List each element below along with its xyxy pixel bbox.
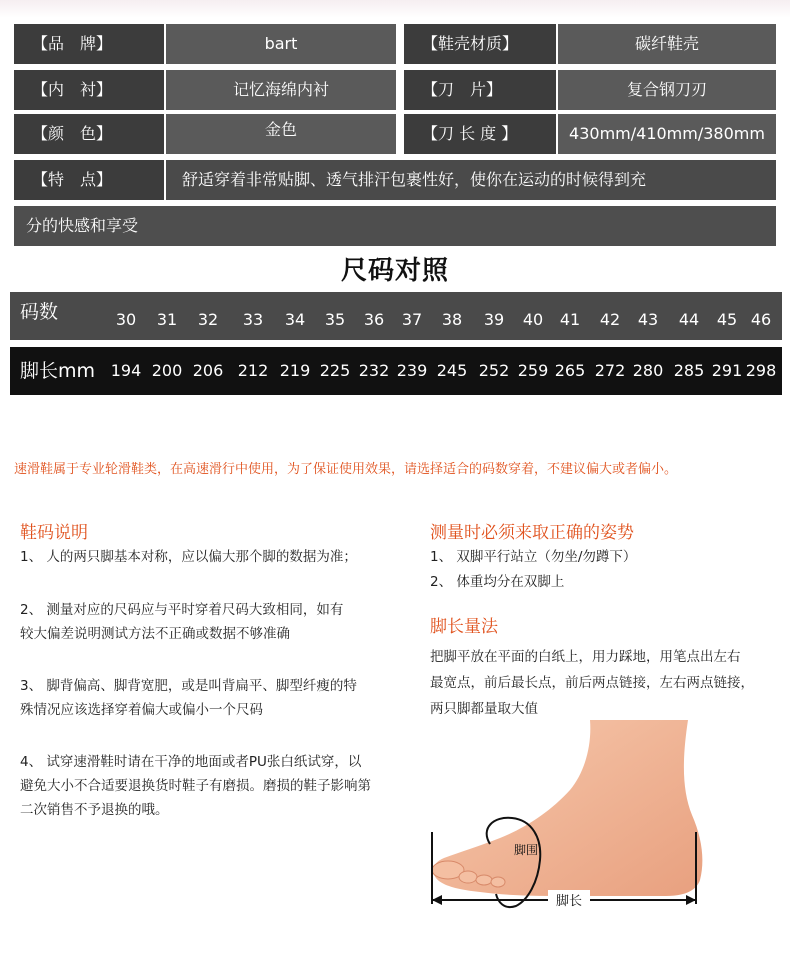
foot-length-row-label: 脚长mm	[20, 360, 96, 382]
size-value: 37	[401, 310, 423, 329]
size-value: 45	[716, 310, 738, 329]
length-arrow-right	[686, 895, 696, 905]
size-value: 30	[115, 310, 137, 329]
size-value: 43	[637, 310, 659, 329]
foot-length-value: 280	[632, 361, 664, 380]
blade-label: 【刀 片】	[404, 70, 556, 110]
foot-length-label: 脚长	[555, 894, 583, 909]
foot-length-value: 239	[396, 361, 428, 380]
shell-material-label: 【鞋壳材质】	[404, 24, 556, 64]
foot-shape	[433, 720, 702, 896]
foot-length-value: 285	[673, 361, 705, 380]
foot-length-value: 194	[110, 361, 142, 380]
foot-length-value: 232	[358, 361, 390, 380]
size-row-label: 码数	[20, 301, 59, 323]
size-value: 39	[483, 310, 505, 329]
size-value: 35	[324, 310, 346, 329]
foot-length-value: 259	[517, 361, 549, 380]
guide-point-3b: 殊情况应该选择穿着偏大或偏小一个尺码	[20, 702, 263, 718]
toe-2	[459, 871, 477, 883]
size-value: 31	[156, 310, 178, 329]
foot-length-value: 200	[151, 361, 183, 380]
top-fade	[0, 0, 790, 18]
feature-label: 【特 点】	[14, 160, 164, 200]
guide-point-4c: 二次销售不予退换的哦。	[20, 802, 169, 818]
blade-length-label: 【刀 长 度 】	[404, 114, 556, 154]
foot-length-value: 298	[745, 361, 777, 380]
lining-value: 记忆海绵内衬	[166, 70, 396, 110]
size-value: 46	[750, 310, 772, 329]
measure-line-2: 最宽点，前后最长点，前后两点链接，左右两点链接，	[430, 675, 754, 691]
notice-text: 速滑鞋属于专业轮滑鞋类，在高速滑行中使用，为了保证使用效果，请选择适合的码数穿着，不建议偏大或者偏小。	[14, 462, 678, 477]
guide-point-1: 1、 人的两只脚基本对称，应以偏大那个脚的数据为准；	[20, 549, 357, 565]
foot-illustration	[420, 720, 790, 952]
blade-value: 复合钢刀刃	[558, 70, 776, 110]
posture-point-2: 2、 体重均分在双脚上	[430, 574, 565, 590]
shell-material-value: 碳纤鞋壳	[558, 24, 776, 64]
foot-length-value: 225	[319, 361, 351, 380]
feature-value: 舒适穿着非常贴脚、透气排汗包裹性好，使你在运动的时候得到充	[166, 160, 776, 200]
posture-heading: 测量时必须来取正确的姿势	[430, 523, 634, 543]
foot-girth-label: 脚围	[513, 843, 539, 857]
size-value: 38	[441, 310, 463, 329]
measure-line-3: 两只脚都量取大值	[430, 701, 538, 717]
foot-svg	[420, 720, 790, 952]
size-guide-heading: 鞋码说明	[20, 523, 88, 543]
size-value: 42	[599, 310, 621, 329]
foot-length-value: 252	[478, 361, 510, 380]
size-chart-title: 尺码对照	[340, 256, 449, 286]
brand-value: bart	[166, 24, 396, 64]
foot-length-value: 212	[237, 361, 269, 380]
measure-heading: 脚长量法	[430, 617, 498, 637]
guide-point-2b: 较大偏差说明测试方法不正确或数据不够准确	[20, 626, 290, 642]
foot-length-row	[10, 347, 782, 395]
foot-length-value: 265	[554, 361, 586, 380]
foot-length-value: 291	[711, 361, 743, 380]
feature-continued: 分的快感和享受	[14, 206, 776, 246]
foot-length-value: 206	[192, 361, 224, 380]
color-value: 金色	[166, 114, 396, 154]
toe-4	[491, 877, 505, 887]
brand-label: 【品 牌】	[14, 24, 164, 64]
size-value: 33	[242, 310, 264, 329]
length-arrow-left	[432, 895, 442, 905]
size-value: 32	[197, 310, 219, 329]
lining-label: 【内 衬】	[14, 70, 164, 110]
measure-line-1: 把脚平放在平面的白纸上，用力踩地，用笔点出左右	[430, 649, 741, 665]
guide-point-4b: 避免大小不合适要退换货时鞋子有磨损。磨损的鞋子影响第	[20, 778, 371, 794]
size-row	[10, 292, 782, 340]
blade-length-value: 430mm/410mm/380mm	[558, 114, 776, 154]
foot-length-value: 245	[436, 361, 468, 380]
guide-point-2a: 2、 测量对应的尺码应与平时穿着尺码大致相同，如有	[20, 602, 344, 618]
size-value: 40	[522, 310, 544, 329]
size-value: 34	[284, 310, 306, 329]
foot-length-value: 272	[594, 361, 626, 380]
guide-point-4a: 4、 试穿速滑鞋时请在干净的地面或者PU张白纸试穿，以	[20, 754, 362, 770]
size-value: 36	[363, 310, 385, 329]
size-value: 44	[678, 310, 700, 329]
size-value: 41	[559, 310, 581, 329]
toe-3	[476, 875, 492, 885]
color-label: 【颜 色】	[14, 114, 164, 154]
posture-point-1: 1、 双脚平行站立（勿坐/勿蹲下）	[430, 549, 637, 565]
guide-point-3a: 3、 脚背偏高、脚背宽肥，或是叫背扁平、脚型纤瘦的特	[20, 678, 357, 694]
foot-length-value: 219	[279, 361, 311, 380]
